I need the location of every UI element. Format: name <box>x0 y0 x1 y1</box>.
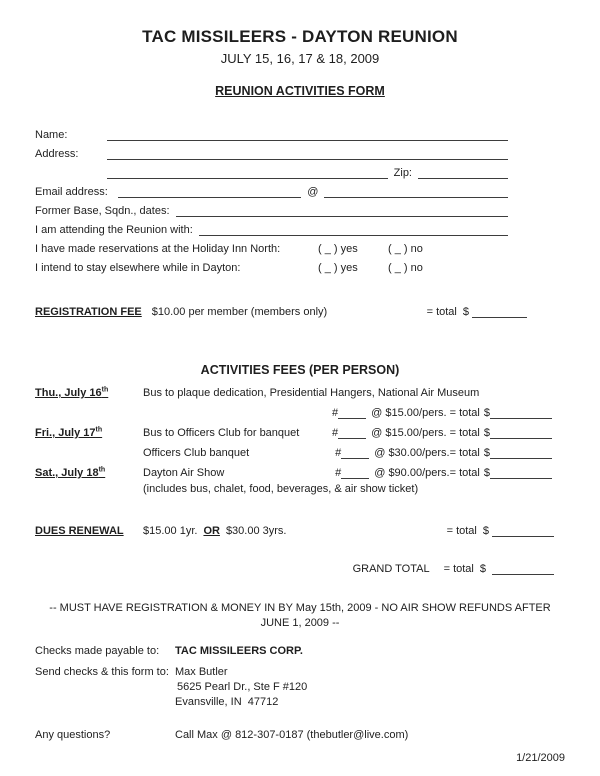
grand-total-currency: $ <box>479 563 486 575</box>
friday-day-cell <box>35 427 143 439</box>
former-base-input-line[interactable] <box>176 203 508 217</box>
address2-zip-row <box>35 160 508 179</box>
friday-bus-currency: $ <box>483 427 490 439</box>
deadline-notice: -- MUST HAVE REGISTRATION & MONEY IN BY May 15th, 2009 - NO AIR SHOW REFUNDS AFTER JUNE 1, 2009 -- <box>49 602 551 629</box>
zip-input-line[interactable] <box>418 165 508 179</box>
address-row <box>35 141 508 160</box>
saturday-day-cell <box>35 467 143 479</box>
document-header <box>35 26 565 100</box>
dues-currency: $ <box>482 525 489 537</box>
email-label: Email address: <box>35 186 108 198</box>
address-input-line[interactable] <box>107 146 508 160</box>
holiday-inn-no-option[interactable]: ( _ ) no <box>388 243 423 255</box>
dues-option-3yr: $30.00 3yrs. <box>225 525 287 537</box>
former-base-row <box>35 198 508 217</box>
activity-row-friday-bus <box>35 419 552 439</box>
stay-elsewhere-question-row <box>35 255 508 274</box>
attending-with-row <box>35 217 508 236</box>
send-checks-row <box>35 665 565 680</box>
dues-renewal-row <box>35 517 554 537</box>
name-label: Name: <box>35 129 68 141</box>
address-label: Address: <box>35 148 79 160</box>
friday-day-label: Fri., July 17th <box>35 426 103 439</box>
registration-fee-label: REGISTRATION FEE <box>35 306 142 318</box>
email-at-separator: @ <box>307 186 319 198</box>
friday-bus-qty-input-line[interactable] <box>338 425 366 439</box>
holiday-inn-yes-option[interactable]: ( _ ) yes <box>318 243 358 255</box>
stay-elsewhere-yes-option[interactable]: ( _ ) yes <box>318 262 358 274</box>
recipient-name: Max Butler <box>175 666 228 678</box>
friday-bus-qty-prefix: # <box>332 427 339 439</box>
dues-total-label: = total <box>446 525 477 537</box>
thursday-total-input-line[interactable] <box>490 405 552 419</box>
activity-row-thursday <box>35 379 552 399</box>
questions-contact: Call Max @ 812-307-0187 (thebutler@live.com) <box>175 729 409 741</box>
registration-total-label: = total <box>426 306 457 318</box>
payment-section <box>35 644 565 743</box>
activity-fee-row-thursday <box>35 399 552 419</box>
dues-or-label: OR <box>203 525 220 537</box>
attending-with-input-line[interactable] <box>199 222 508 236</box>
thursday-qty-prefix: # <box>332 407 339 419</box>
checks-payable-label: Checks made payable to: <box>35 645 160 657</box>
dues-option-1yr: $15.00 1yr. <box>143 525 198 537</box>
friday-banquet-qty-prefix: # <box>335 447 342 459</box>
registration-currency: $ <box>462 306 469 318</box>
questions-row <box>35 728 565 743</box>
recipient-street: 5625 Pearl Dr., Ste F #120 <box>177 681 308 693</box>
thursday-rate: @ $15.00/pers. = total <box>371 407 480 419</box>
thursday-fee-block <box>332 405 552 419</box>
friday-bus-description: Bus to Officers Club for banquet <box>143 427 300 439</box>
contact-fields-section <box>35 122 508 274</box>
friday-banquet-currency: $ <box>483 447 490 459</box>
thursday-currency: $ <box>483 407 490 419</box>
friday-banquet-description: Officers Club banquet <box>143 447 250 459</box>
dues-renewal-label: DUES RENEWAL <box>35 525 124 537</box>
registration-total-block <box>427 304 527 318</box>
saturday-note-row <box>35 479 552 495</box>
grand-total-label: GRAND TOTAL <box>352 563 430 575</box>
attending-with-label: I am attending the Reunion with: <box>35 224 193 236</box>
stay-elsewhere-no-option[interactable]: ( _ ) no <box>388 262 423 274</box>
registration-fee-description: $10.00 per member (members only) <box>151 306 328 318</box>
form-title: REUNION ACTIVITIES FORM <box>215 84 385 98</box>
saturday-fee-block <box>335 465 552 479</box>
email-user-input-line[interactable] <box>118 184 302 198</box>
saturday-currency: $ <box>483 467 490 479</box>
email-domain-input-line[interactable] <box>324 184 508 198</box>
friday-bus-fee-block <box>332 425 552 439</box>
saturday-note: (includes bus, chalet, food, beverages, & air show ticket) <box>143 483 419 495</box>
questions-label: Any questions? <box>35 729 111 741</box>
former-base-label: Former Base, Sqdn., dates: <box>35 205 170 217</box>
document-title: TAC MISSILEERS - DAYTON REUNION <box>142 27 458 46</box>
document-date: 1/21/2009 <box>516 752 565 764</box>
activities-heading: ACTIVITIES FEES (PER PERSON) <box>200 363 400 377</box>
address2-input-line[interactable] <box>107 165 388 179</box>
registration-total-input-line[interactable] <box>472 304 527 318</box>
grand-total-input-line[interactable] <box>492 561 554 575</box>
send-checks-label: Send checks & this form to: <box>35 666 169 678</box>
stay-elsewhere-question: I intend to stay elsewhere while in Dayton: <box>35 262 241 274</box>
grand-total-row <box>35 555 554 575</box>
friday-bus-rate: @ $15.00/pers. = total <box>371 427 480 439</box>
friday-banquet-qty-input-line[interactable] <box>341 445 369 459</box>
event-dates: JULY 15, 16, 17 & 18, 2009 <box>220 51 380 66</box>
friday-banquet-total-input-line[interactable] <box>490 445 552 459</box>
saturday-qty-prefix: # <box>335 467 342 479</box>
activity-row-saturday <box>35 459 552 479</box>
thursday-day-cell <box>35 387 143 399</box>
dues-total-input-line[interactable] <box>492 523 554 537</box>
recipient-street-row <box>35 680 565 695</box>
saturday-total-input-line[interactable] <box>490 465 552 479</box>
thursday-day-label: Thu., July 16th <box>35 386 109 399</box>
thursday-qty-input-line[interactable] <box>338 405 366 419</box>
name-row <box>35 122 508 141</box>
saturday-day-label: Sat., July 18th <box>35 466 106 479</box>
email-row <box>35 179 508 198</box>
recipient-city-row <box>35 695 565 710</box>
registration-fee-row <box>35 298 527 318</box>
zip-label: Zip: <box>393 167 412 179</box>
dues-total-block <box>447 523 554 537</box>
name-input-line[interactable] <box>107 127 508 141</box>
thursday-description: Bus to plaque dedication, Presidential Hangers, National Air Museum <box>143 387 480 399</box>
checks-payable-to: TAC MISSILEERS CORP. <box>175 645 303 657</box>
holiday-inn-question: I have made reservations at the Holiday Inn North: <box>35 243 281 255</box>
checks-payable-row <box>35 644 565 659</box>
saturday-qty-input-line[interactable] <box>341 465 369 479</box>
friday-banquet-rate: @ $30.00/pers.= total <box>374 447 480 459</box>
activities-section <box>35 379 552 495</box>
activity-row-friday-banquet <box>35 439 552 459</box>
holiday-inn-question-row <box>35 236 508 255</box>
friday-banquet-fee-block <box>335 445 552 459</box>
recipient-city: Evansville, IN 47712 <box>175 696 279 708</box>
grand-total-equals-label: = total <box>443 563 474 575</box>
friday-bus-total-input-line[interactable] <box>490 425 552 439</box>
saturday-rate: @ $90.00/pers.= total <box>374 467 480 479</box>
saturday-description: Dayton Air Show <box>143 467 225 479</box>
